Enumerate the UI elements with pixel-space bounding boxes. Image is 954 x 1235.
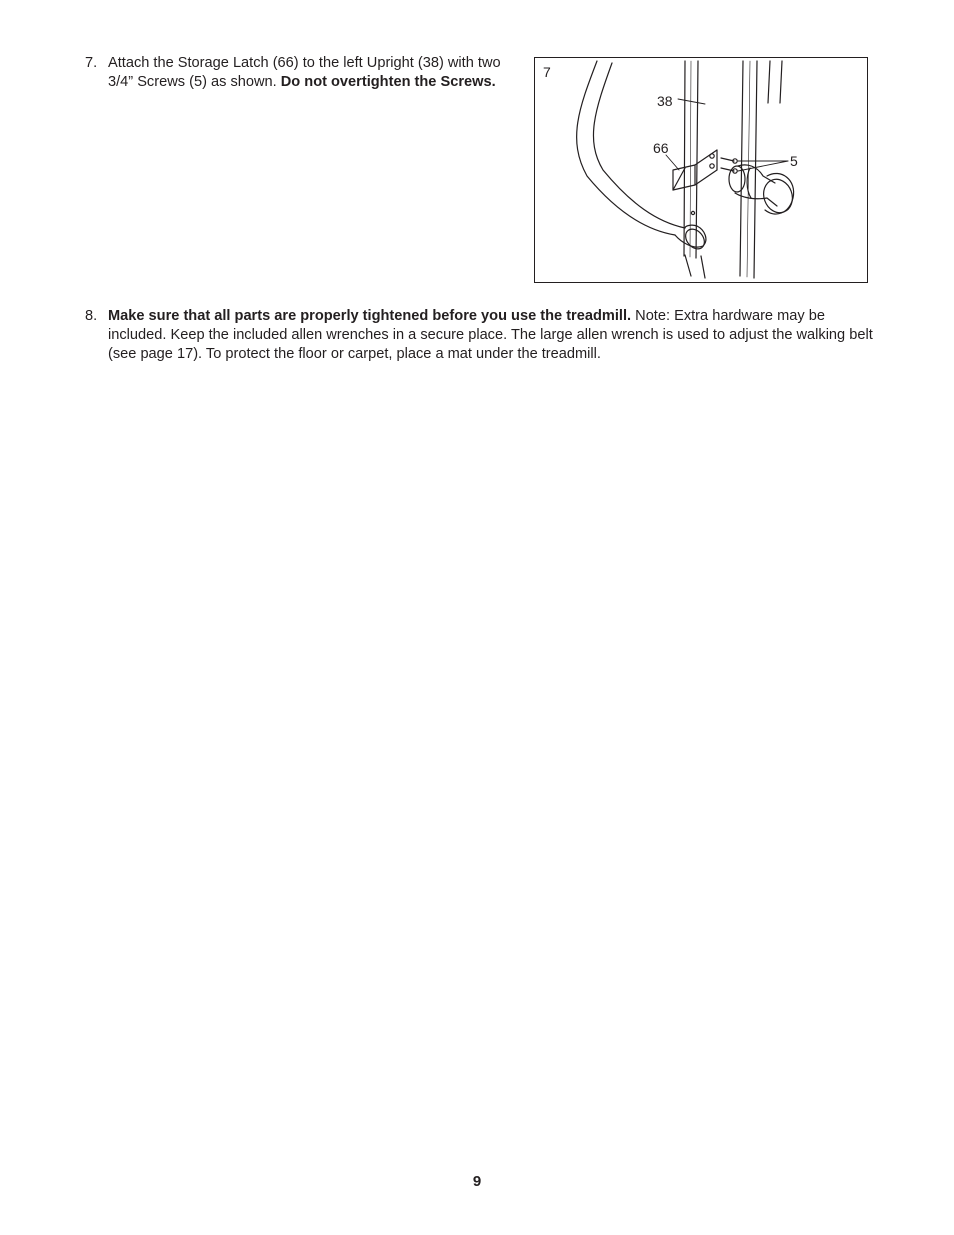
- step-text-plain: Attach the Storage Latch (66) to the left Upright (38) with two 3/4” Screws (5) as shown.: [108, 55, 501, 90]
- step-number: 7.: [85, 55, 98, 71]
- step-text: [108, 54, 513, 92]
- assembly-figure: [534, 57, 868, 283]
- callout-storage-latch: 66: [653, 140, 669, 156]
- upright-latch-illustration: [535, 58, 868, 283]
- page-number: 9: [472, 1173, 482, 1190]
- step-text-warning: Do not overtighten the Screws.: [280, 74, 496, 90]
- step-text-warning: Make sure that all parts are properly tightened before you use the treadmill.: [108, 308, 632, 324]
- step-text-plain: Note: Extra hardware may be included. Keep the included allen wrenches in a secure place. The large allen wrench is used to adjust the walking belt (see page 17). To protect the floor or carpet, place a mat under the treadmill.: [108, 308, 873, 362]
- figure-number: 7: [543, 64, 551, 80]
- step-text: [108, 307, 878, 364]
- callout-upright: 38: [657, 93, 673, 109]
- step-number: 8.: [85, 308, 98, 324]
- callout-screws: 5: [790, 153, 798, 169]
